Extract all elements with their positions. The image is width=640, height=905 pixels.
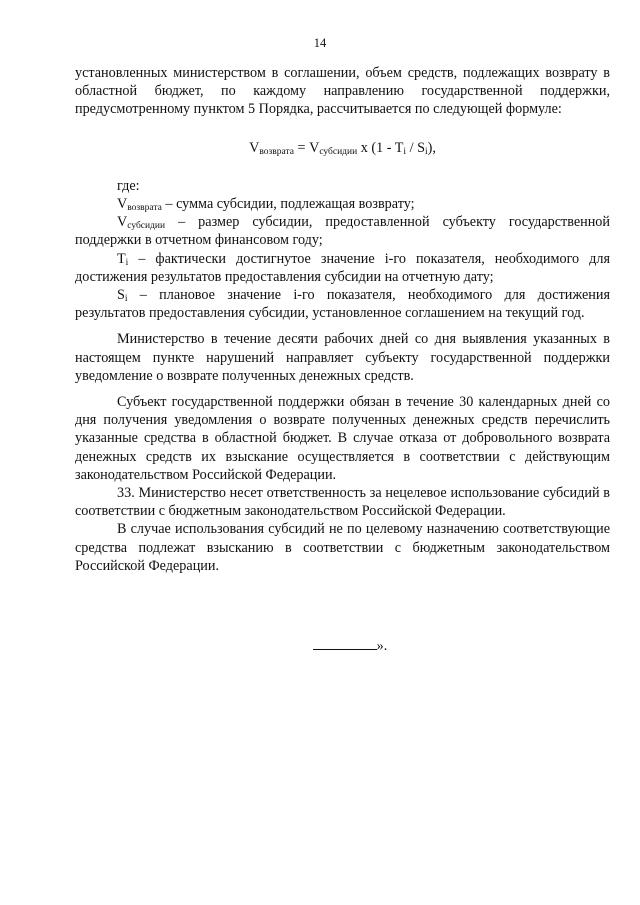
definition-v-return xyxy=(75,195,610,213)
closing-mark: ». xyxy=(376,638,388,654)
signature-underline xyxy=(313,636,377,650)
formula-mid: x (1 - T xyxy=(357,139,404,156)
def-sub: возврата xyxy=(127,203,162,214)
spacer xyxy=(75,322,610,330)
definition-v-subsidy xyxy=(75,213,610,249)
definition-s-i xyxy=(75,286,610,322)
def-symbol: V xyxy=(117,214,128,231)
obligation-paragraph: Субъект государственной поддержки обязан в течение 30 календарных дней со дня получения уведомления о возврате полученных денежных средств перечислить указанные средства в областной бюджет. В случае отказа от добровольного возврата денежных средств их взыскание осуществляется в соответствии с действующим законодательством Российской Федерации. xyxy=(75,394,610,483)
formula-i2: i xyxy=(424,146,428,157)
def-text: – плановое значение i-го показателя, необходимого для достижения результатов предоставления субсидии, установленное соглашением на текущий год. xyxy=(75,287,610,322)
clause-33-paragraph: 33. Министерство несет ответственность за нецелевое использование субсидий в соответствии с бюджетным законодательством Российской Федерации. xyxy=(75,485,610,520)
page-number: 14 xyxy=(313,36,327,50)
intro-paragraph: установленных министерством в соглашении, объем средств, подлежащих возврату в областной бюджет, по каждому направлению государственной поддержки, предусмотренному пунктом 5 Порядка, рассчитывается по следующей формуле: xyxy=(75,65,610,118)
where-label: где: xyxy=(117,177,140,194)
formula-v-sub: возврата xyxy=(259,146,294,157)
def-symbol: S xyxy=(117,287,125,304)
formula-subsidy-sub: субсидии xyxy=(319,146,358,157)
formula xyxy=(75,139,610,157)
formula-v: V xyxy=(249,139,260,156)
def-sub: i xyxy=(125,257,129,268)
def-sub: субсидии xyxy=(127,221,166,232)
formula-i1: i xyxy=(403,146,407,157)
spacer xyxy=(75,385,610,393)
definition-t-i xyxy=(75,250,610,286)
ministry-notice-paragraph: Министерство в течение десяти рабочих дней со дня выявления указанных в настоящем пункте нарушений направляет субъекту государственной поддержки уведомление о возврате полученных денежных средств. xyxy=(75,331,610,384)
formula-end: ), xyxy=(427,139,436,156)
document-body xyxy=(75,64,610,575)
misuse-paragraph: В случае использования субсидий не по целевому назначению соответствующие средства подлежат взысканию в соответствии с бюджетным законодательством Российской Федерации. xyxy=(75,521,610,574)
formula-eq: = V xyxy=(293,139,320,156)
def-text: – сумма субсидии, подлежащая возврату; xyxy=(161,196,415,213)
def-sub: i xyxy=(124,294,128,305)
formula-div: / S xyxy=(406,139,425,156)
def-symbol: V xyxy=(117,196,128,213)
def-symbol: T xyxy=(117,250,126,267)
def-text: – фактически достигнутое значение i-го показателя, необходимого для достижения результатов предоставления субсидии на отчетную дату; xyxy=(75,250,610,285)
closing-line xyxy=(0,636,640,655)
def-text: – размер субсидии, предоставленной субъекту государственной поддержки в отчетном финансовом году; xyxy=(75,214,610,249)
